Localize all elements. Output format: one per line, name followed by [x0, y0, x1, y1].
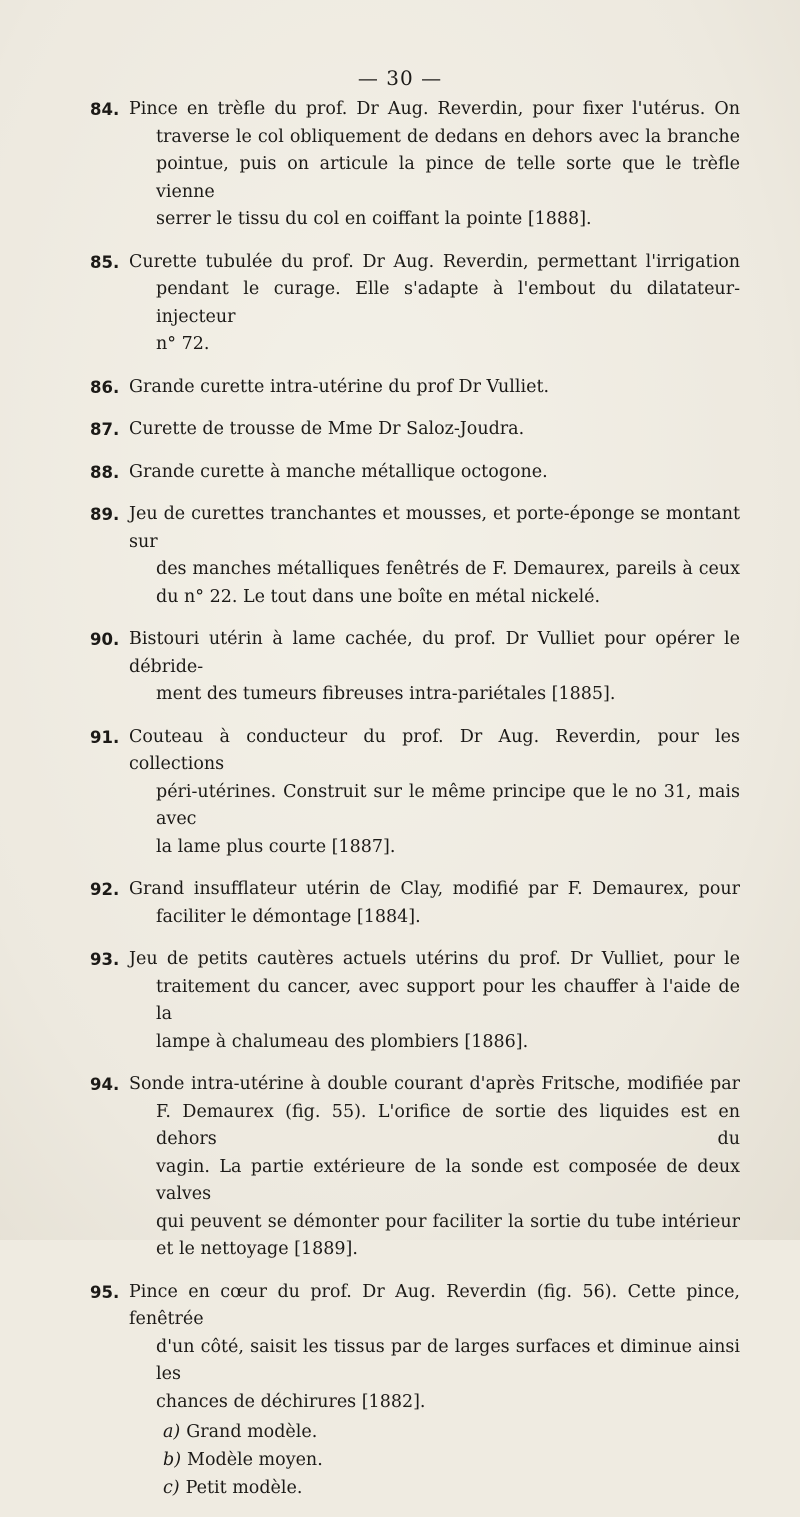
- entry-line: pointue, puis on articule la pince de telle sorte que le trèfle vienne: [156, 154, 740, 202]
- catalogue-entry: [90, 96, 740, 234]
- entry-text: [129, 724, 740, 862]
- page-number: — 30 —: [357, 66, 443, 90]
- subitem-letter: a): [163, 1422, 181, 1442]
- entry-line: Curette de trousse de Mme Dr Saloz-Joudra.: [129, 419, 525, 439]
- entry-line: Couteau à conducteur du prof. Dr Aug. Reverdin, pour les collections: [129, 726, 740, 774]
- entry-text: [129, 416, 740, 444]
- entry-number: 92.: [90, 880, 120, 899]
- entry-line: traitement du cancer, avec support pour les chauffer à l'aide de la: [156, 976, 740, 1024]
- entry-line: Grande curette à manche métallique octogone.: [129, 461, 548, 482]
- entry-number: 84.: [90, 100, 120, 119]
- entry-subitems: [163, 1418, 740, 1502]
- entry-line: Pince en cœur du prof. Dr Aug. Reverdin (fig. 56). Cette pince, fenêtrée: [129, 1281, 740, 1329]
- entry-text: [129, 459, 740, 487]
- entry-line: Jeu de petits cautères actuels utérins du prof. Dr Vulliet, pour le: [129, 949, 740, 969]
- entry-text: [129, 96, 740, 234]
- entry-line: serrer le tissu du col en coiffant la pointe [1888].: [156, 209, 592, 229]
- entry-line: n° 72.: [156, 334, 210, 354]
- entry-line: faciliter le démontage [1884].: [156, 906, 421, 927]
- catalogue-entry: [90, 946, 740, 1056]
- entry-line: péri-utérines. Construit sur le même principe que le no 31, mais avec: [156, 781, 740, 829]
- catalogue-entry: [90, 1279, 740, 1503]
- entry-line: des manches métalliques fenêtrés de F. Demaurex, pareils à ceux: [156, 559, 740, 579]
- catalogue-entry: [90, 724, 740, 862]
- entry-text: [129, 1071, 740, 1264]
- subitem-text: Petit modèle.: [185, 1478, 303, 1498]
- entry-number: 87.: [90, 420, 120, 439]
- entry-number: 94.: [90, 1075, 120, 1094]
- entry-line: lampe à chalumeau des plombiers [1886].: [156, 1031, 529, 1052]
- entry-line: traverse le col obliquement de dedans en dehors avec la branche: [156, 126, 740, 147]
- catalogue-entry: [90, 876, 740, 931]
- subitem: [163, 1418, 740, 1446]
- catalogue-entry: [90, 501, 740, 611]
- entry-text: [129, 374, 740, 402]
- entry-line: d'un côté, saisit les tissus par de larges surfaces et diminue ainsi les: [156, 1336, 740, 1384]
- entry-line: F. Demaurex (fig. 55). L'orifice de sortie des liquides est en dehors du: [156, 1101, 740, 1149]
- catalogue-entries: [90, 96, 740, 1517]
- catalogue-entry: [90, 626, 740, 709]
- entry-number: 91.: [90, 727, 120, 747]
- entry-text: [129, 249, 740, 359]
- catalogue-entry: [90, 416, 740, 444]
- entry-text: [129, 946, 740, 1056]
- entry-line: du n° 22. Le tout dans une boîte en métal nickelé.: [156, 586, 601, 607]
- entry-line: et le nettoyage [1889].: [156, 1239, 358, 1259]
- entry-number: 88.: [90, 462, 120, 482]
- entry-line: Bistouri utérin à lame cachée, du prof. Dr Vulliet pour opérer le débride-: [129, 629, 740, 677]
- subitem-letter: b): [163, 1450, 182, 1470]
- subitem: [163, 1446, 740, 1474]
- entry-number: 90.: [90, 630, 120, 649]
- entry-number: 86.: [90, 377, 120, 397]
- catalogue-entry: [90, 374, 740, 402]
- entry-number: 95.: [90, 1282, 120, 1302]
- entry-line: Curette tubulée du prof. Dr Aug. Reverdin, permettant l'irrigation: [129, 251, 740, 272]
- catalogue-entry: [90, 459, 740, 487]
- catalogue-entry: [90, 249, 740, 359]
- entry-number: 85.: [90, 252, 120, 272]
- catalogue-entry: [90, 1071, 740, 1264]
- subitem-letter: c): [163, 1478, 180, 1498]
- entry-line: Grande curette intra-utérine du prof Dr Vulliet.: [129, 376, 550, 397]
- entry-line: Jeu de curettes tranchantes et mousses, et porte-éponge se montant sur: [129, 504, 740, 552]
- entry-number: 89.: [90, 505, 120, 524]
- entry-text: [129, 626, 740, 709]
- entry-line: chances de déchirures [1882].: [156, 1391, 426, 1412]
- subitem-text: Grand modèle.: [186, 1422, 318, 1442]
- entry-line: Grand insufflateur utérin de Clay, modifié par F. Demaurex, pour: [129, 879, 740, 899]
- entry-text: [129, 1279, 740, 1417]
- subitem: [163, 1474, 740, 1502]
- subitem-text: Modèle moyen.: [187, 1450, 323, 1470]
- entry-line: Sonde intra-utérine à double courant d'après Fritsche, modifiée par: [129, 1074, 740, 1094]
- entry-text: [129, 876, 740, 931]
- entry-text: [129, 501, 740, 611]
- entry-line: Pince en trèfle du prof. Dr Aug. Reverdin, pour fixer l'utérus. On: [129, 99, 740, 119]
- entry-line: qui peuvent se démonter pour faciliter la sortie du tube intérieur: [156, 1211, 740, 1232]
- entry-number: 93.: [90, 950, 120, 969]
- entry-line: pendant le curage. Elle s'adapte à l'embout du dilatateur-injecteur: [156, 279, 740, 327]
- entry-line: ment des tumeurs fibreuses intra-pariétales [1885].: [156, 684, 616, 704]
- entry-line: vagin. La partie extérieure de la sonde est composée de deux valves: [156, 1156, 740, 1204]
- entry-line: la lame plus courte [1887].: [156, 836, 396, 857]
